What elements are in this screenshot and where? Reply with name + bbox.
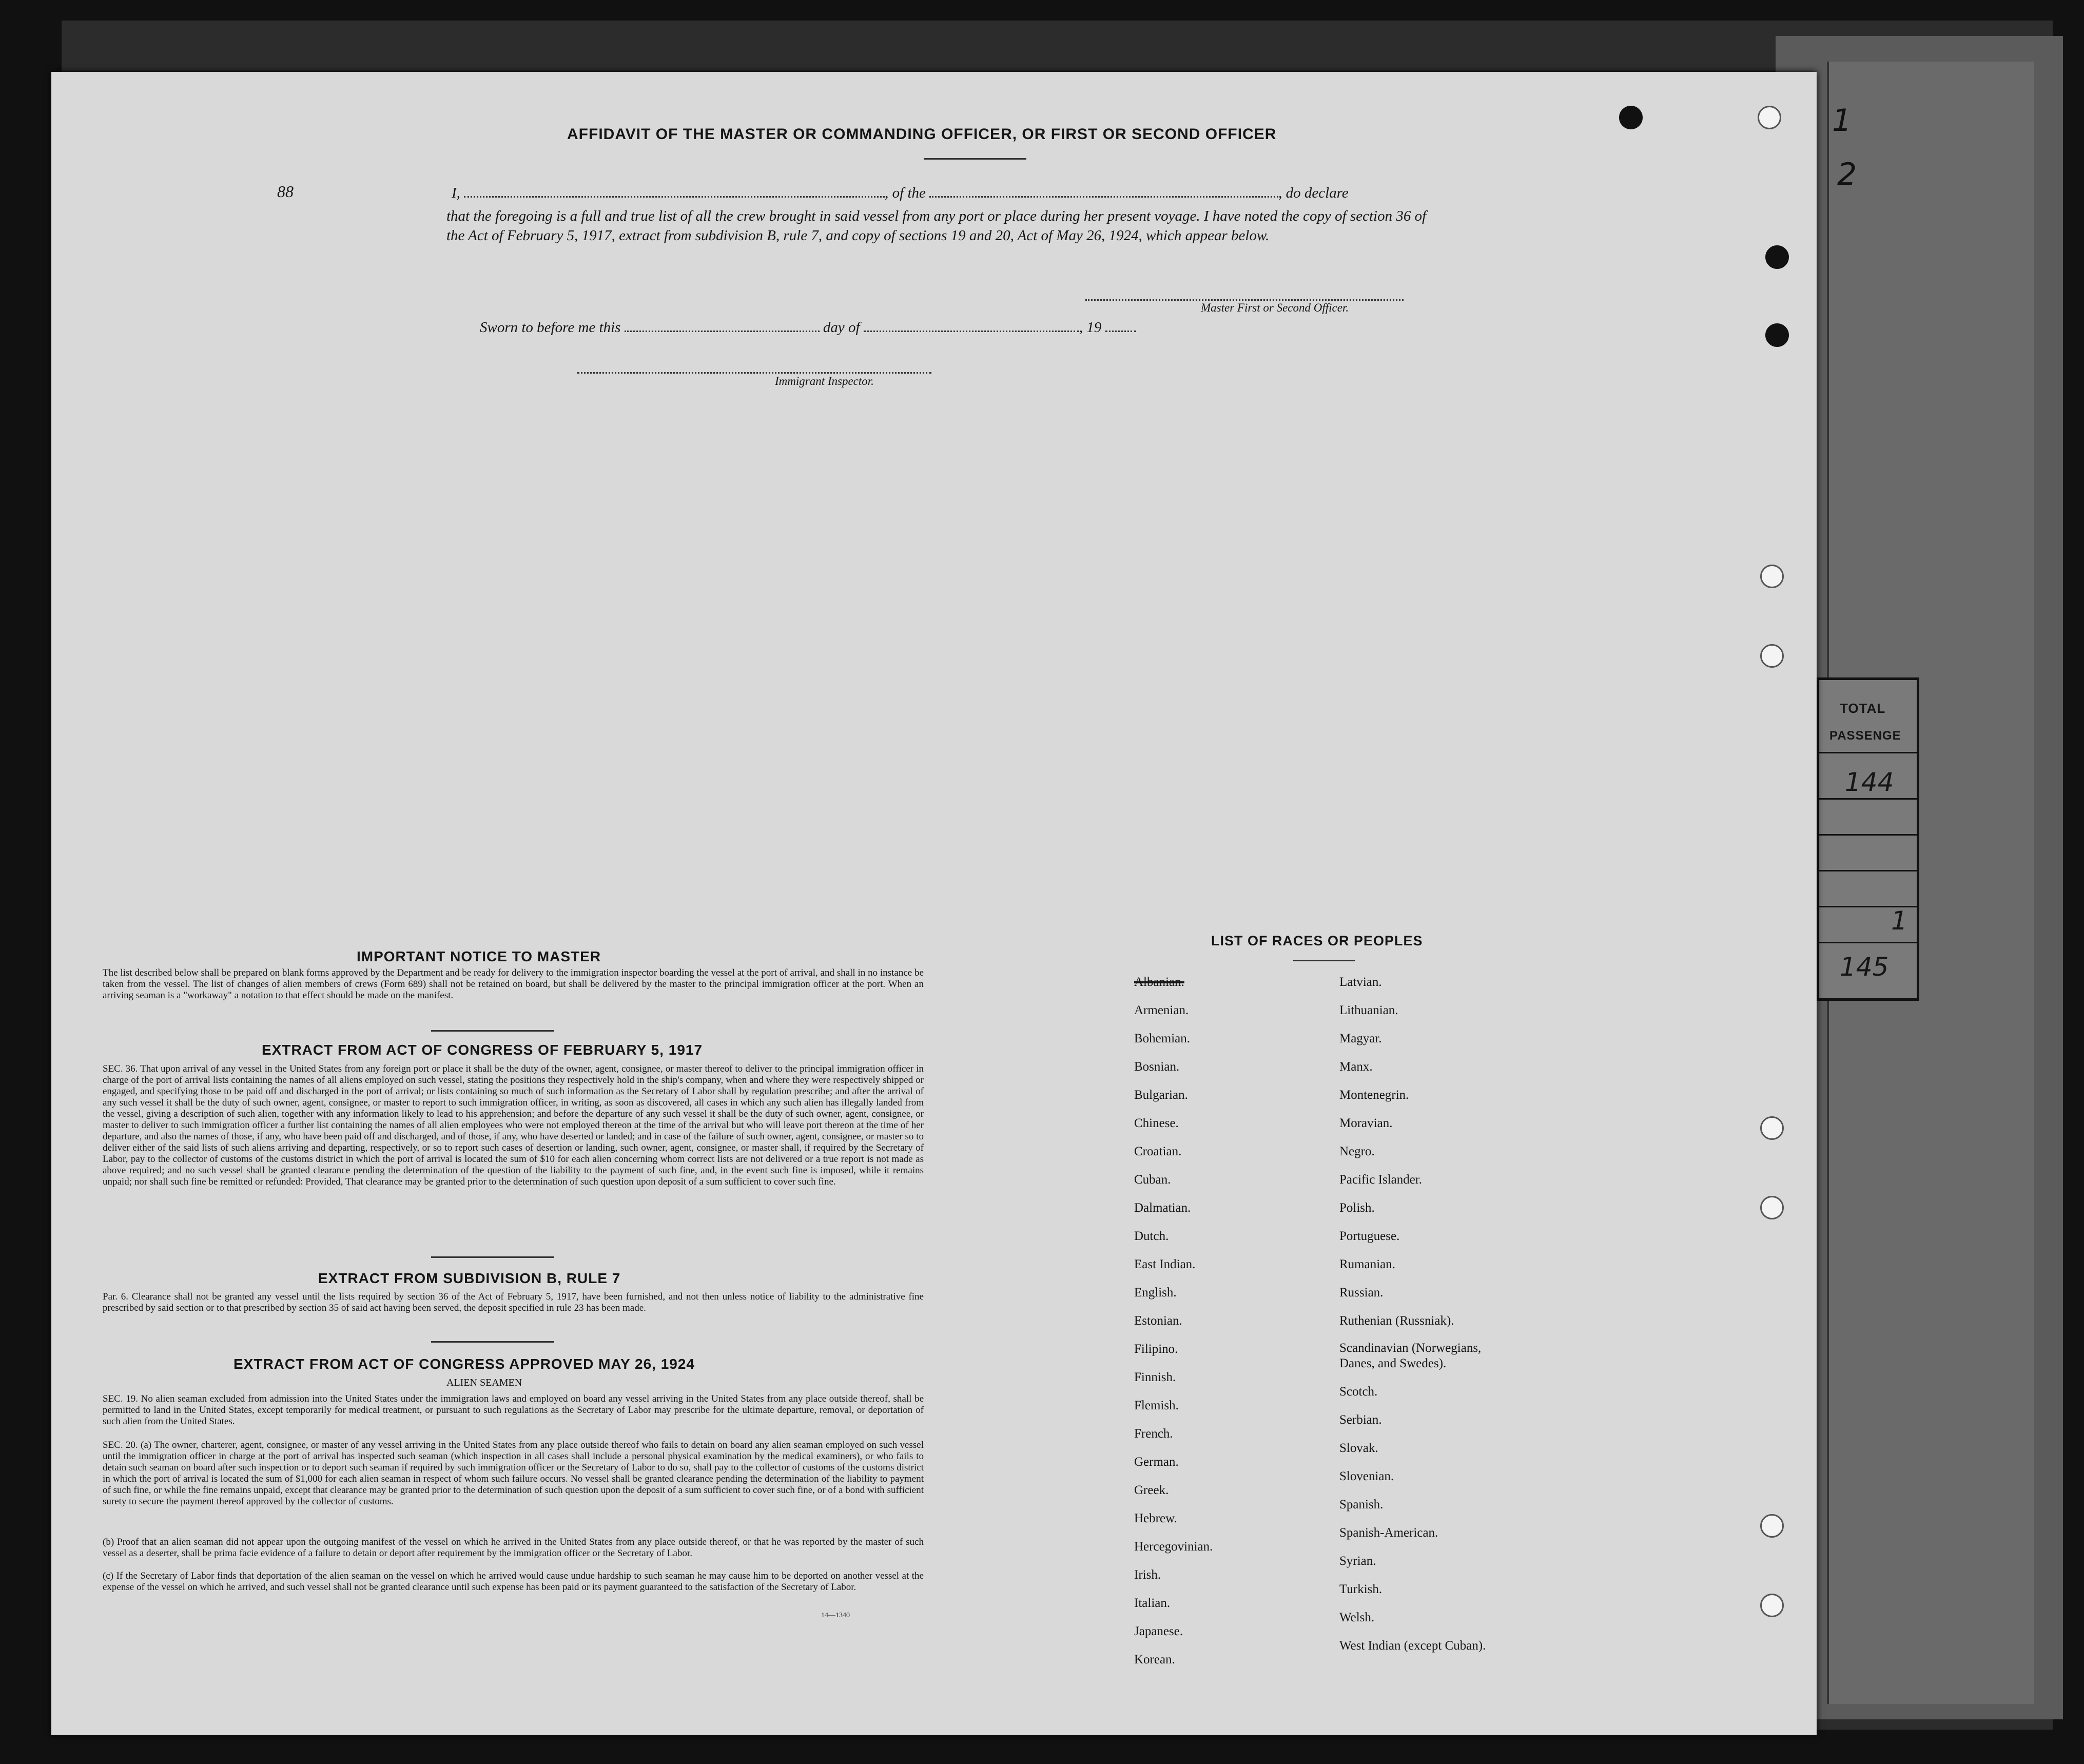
race-item: Ruthenian (Russniak).: [1339, 1314, 1454, 1328]
extract-1917-title: EXTRACT FROM ACT OF CONGRESS OF FEBRUARY 5, 1917: [262, 1042, 703, 1058]
sworn-line: Sworn to before me this day of , 19: [480, 319, 1136, 336]
corner-mark-1: 1: [1832, 103, 1852, 139]
binder-hole: [1760, 1116, 1784, 1140]
extract-1924-sec19: SEC. 19. No alien seaman excluded from admission into the United States under the immigration laws and employed on board any vessel arriving in the United States from any place outside thereof, shall be permitted to land in the United States, except temporarily for medical treatment, or pursuant to such regulations as the Secretary of Labor may prescribe for the ultimate departure, removal, or deportation of such alien from the United States.: [103, 1393, 924, 1427]
race-item: Welsh.: [1339, 1611, 1375, 1624]
extract-1924-title: EXTRACT FROM ACT OF CONGRESS APPROVED MAY 26, 1924: [233, 1356, 695, 1372]
crew-count: 1: [1891, 906, 1907, 936]
extract-1924-sec20c: (c) If the Secretary of Labor finds that deportation of the alien seaman on the vessel on which he arrived would cause undue hardship to such seaman he may cause him to be deported on another vessel at the expense of the vessel on which he arrived, and such vessel shall not be granted clearance until such expense has been paid or its payment guaranteed to the satisfaction of the Secretary of Labor.: [103, 1571, 924, 1593]
race-item: Korean.: [1134, 1653, 1175, 1666]
race-item: Manx.: [1339, 1060, 1373, 1074]
race-item: Albanian.: [1134, 975, 1184, 989]
binder-hole: [1760, 644, 1784, 668]
affidavit-title: AFFIDAVIT OF THE MASTER OR COMMANDING OFFICER, OR FIRST OR SECOND OFFICER: [567, 126, 1277, 143]
passengers-label: PASSENGE: [1829, 729, 1901, 743]
race-item: Slovak.: [1339, 1441, 1378, 1455]
race-item: Serbian.: [1339, 1413, 1382, 1427]
binder-hole: [1760, 1514, 1784, 1538]
race-item: Portuguese.: [1339, 1229, 1400, 1243]
passenger-count: 144: [1845, 767, 1894, 797]
race-item: Flemish.: [1134, 1399, 1179, 1412]
race-item: Spanish.: [1339, 1498, 1384, 1511]
margin-mark: 88: [277, 182, 294, 201]
race-item: Finnish.: [1134, 1370, 1176, 1384]
extract-1917-text: SEC. 36. That upon arrival of any vessel in the United States from any foreign port or place it shall be the duty of the owner, agent, consignee, or master thereof to deliver to the principal immigration officer in charge of the port of arrival lists containing the names of all aliens employed on such vessel, stating the positions they respectively hold in the ship's company, when and where they were respectively shipped or engaged, and specifying those to be paid off and discharged in the port of arrival; or lists containing so much of such information as the Secretary of Labor shall by regulation prescribe; and after the arrival of any such vessel it shall be the duty of such owner, agent, consignee, or master to report to such immigration officer, in writing, as soon as discovered, all cases in which any such alien has illegally landed from the vessel, giving a description of such alien, together with any information likely to lead to his apprehension; and before the departure of any such vessel it shall be the duty of such owner, agent, consignee, or master to deliver to such immigration officer a further list containing the names of all alien employees who were not employed thereon at the time of the arrival but who will leave port thereon at the time of her departure, and also the names of those, if any, who have been paid off and discharged, and of those, if any, who have deserted or landed; and in case of the failure of such owner, agent, consignee, or master so to deliver either of the said lists of such aliens arriving and departing, respectively, or so to report such cases of desertion or landing, such owner, agent, consignee, or master shall, if required by the Secretary of Labor, pay to the collector of customs of the customs district in which the port of arrival is located the sum of $10 for each alien concerning whom correct lists are not delivered or a true report is not made as above required; and no such vessel shall be granted clearance pending the determination of the question of the liability to the payment of such fine, and, in the event such fine is imposed, while it remains unpaid; nor shall such fine be remitted or refunded: Provided, That clearance may be granted prior to the determination of such question upon deposit of a sum sufficient to cover such fine.: [103, 1063, 924, 1187]
race-item: Scotch.: [1339, 1385, 1378, 1399]
manifest-sheet: [51, 72, 1817, 1735]
binder-hole: [1765, 245, 1789, 269]
race-item: Hercegovinian.: [1134, 1540, 1213, 1554]
notice-text: The list described below shall be prepared on blank forms approved by the Department and be ready for delivery to the immigration inspector boarding the vessel at the port of arrival, and shall in no instance be taken from the vessel. The list of changes of alien members of crews (Form 689) shall not be retained on board, but shall be delivered by the master to the principal immigration officer at the port. When an arriving seaman is a "workaway" a notation to that effect should be made on the manifest.: [103, 967, 924, 1001]
race-item: Hebrew.: [1134, 1511, 1177, 1525]
declarant-line: I, , of the , do declare: [452, 185, 1349, 201]
inspector-label: Immigrant Inspector.: [775, 375, 874, 387]
subdivision-text: Par. 6. Clearance shall not be granted any vessel until the lists required by section 36 of the Act of February 5, 1917, have been furnished, and not then unless notice of liability to the administrative fine prescribed by said section or to that prescribed by section 35 of said act having been served, the deposit specified in rule 23 has been made.: [103, 1291, 924, 1313]
race-item: West Indian (except Cuban).: [1339, 1639, 1486, 1653]
race-item: Lithuanian.: [1339, 1003, 1398, 1017]
race-item: Cuban.: [1134, 1173, 1171, 1187]
race-item: Bosnian.: [1134, 1060, 1180, 1074]
race-item: Estonian.: [1134, 1314, 1182, 1328]
extract-1924-sec20b: (b) Proof that an alien seaman did not appear upon the outgoing manifest of the vessel on which he arrived in the United States from any place outside thereof, or that he was reported by the master of such vessel as a deserter, shall be prima facie evidence of a failure to detain or deport after requirement by the immigration officer or the Secretary of Labor.: [103, 1537, 924, 1559]
race-item: Latvian.: [1339, 975, 1382, 989]
race-item: Magyar.: [1339, 1032, 1382, 1045]
binder-hole: [1765, 323, 1789, 347]
race-item: Slovenian.: [1339, 1469, 1394, 1483]
notice-title: IMPORTANT NOTICE TO MASTER: [357, 948, 601, 964]
master-signature-label: Master First or Second Officer.: [1201, 301, 1349, 314]
race-item: East Indian.: [1134, 1257, 1196, 1271]
race-item: Negro.: [1339, 1145, 1375, 1158]
binder-hole: [1619, 106, 1643, 129]
race-item: Dutch.: [1134, 1229, 1169, 1243]
race-item: Moravian.: [1339, 1116, 1393, 1130]
race-item: Japanese.: [1134, 1624, 1183, 1638]
race-item: English.: [1134, 1286, 1177, 1300]
declaration-text: that the foregoing is a full and true list of all the crew brought in said vessel from any port or place during her present voyage. I have noted the copy of section 36 of the Act of February 5, 1917, extract from subdivision B, rule 7, and copy of sections 19 and 20, Act of May 26, 1924, which appear below.: [446, 208, 1427, 244]
race-item: Russian.: [1339, 1286, 1384, 1300]
race-item: Italian.: [1134, 1596, 1171, 1610]
race-item: Dalmatian.: [1134, 1201, 1191, 1215]
extract-1924-sec20a: SEC. 20. (a) The owner, charterer, agent, consignee, or master of any vessel arriving in the United States from any place outside thereof who fails to detain on board any alien seaman employed on such vessel until the immigration officer in charge at the port of arrival has inspected such seaman (which inspection in all cases shall include a personal physical examination by the medical examiners), or who fails to detain such seaman on board after such inspection or to deport such seaman if required by such immigration officer or the Secretary of Labor to do so, shall pay to the collector of customs of the customs district in which the port of arrival is located the sum of $1,000 for each alien seaman in respect of whom such failure occurs. No vessel shall be granted clearance pending the determination of the liability to payment of such fine, or while the fine remains unpaid, except that clearance may be granted prior to the determination of such question upon the deposit of a sum sufficient to cover such fine, or of a bond with sufficient surety to secure the payment thereof approved by the collector of customs.: [103, 1440, 924, 1507]
binder-hole: [1760, 565, 1784, 588]
race-item: Bohemian.: [1134, 1032, 1191, 1045]
subdivision-title: EXTRACT FROM SUBDIVISION B, RULE 7: [318, 1270, 621, 1286]
race-item: Spanish-American.: [1339, 1526, 1438, 1540]
binder-hole: [1760, 1196, 1784, 1219]
binder-hole: [1760, 1594, 1784, 1617]
race-item: Irish.: [1134, 1568, 1161, 1582]
race-item: Croatian.: [1134, 1145, 1182, 1158]
race-item: Chinese.: [1134, 1116, 1179, 1130]
corner-mark-2: 2: [1837, 157, 1857, 192]
race-item: Armenian.: [1134, 1003, 1189, 1017]
race-item: Syrian.: [1339, 1554, 1376, 1568]
race-item: Montenegrin.: [1339, 1088, 1409, 1102]
total-count: 145: [1840, 952, 1889, 982]
race-item: Rumanian.: [1339, 1257, 1396, 1271]
race-item: German.: [1134, 1455, 1179, 1469]
binder-hole: [1758, 106, 1781, 129]
race-item: Turkish.: [1339, 1582, 1382, 1596]
race-item: Pacific Islander.: [1339, 1173, 1423, 1187]
form-number: 14—1340: [821, 1612, 850, 1619]
races-title: LIST OF RACES OR PEOPLES: [1211, 933, 1423, 948]
alien-seamen-subtitle: ALIEN SEAMEN: [446, 1377, 522, 1388]
race-item: Polish.: [1339, 1201, 1375, 1215]
total-label: TOTAL: [1840, 701, 1886, 716]
race-item: Filipino.: [1134, 1342, 1178, 1356]
total-passengers-box: [1817, 677, 1919, 1001]
race-item: Greek.: [1134, 1483, 1169, 1497]
race-item: Scandinavian (Norwegians, Danes, and Swedes).: [1339, 1341, 1482, 1370]
race-item: Bulgarian.: [1134, 1088, 1188, 1102]
race-item: French.: [1134, 1427, 1173, 1441]
